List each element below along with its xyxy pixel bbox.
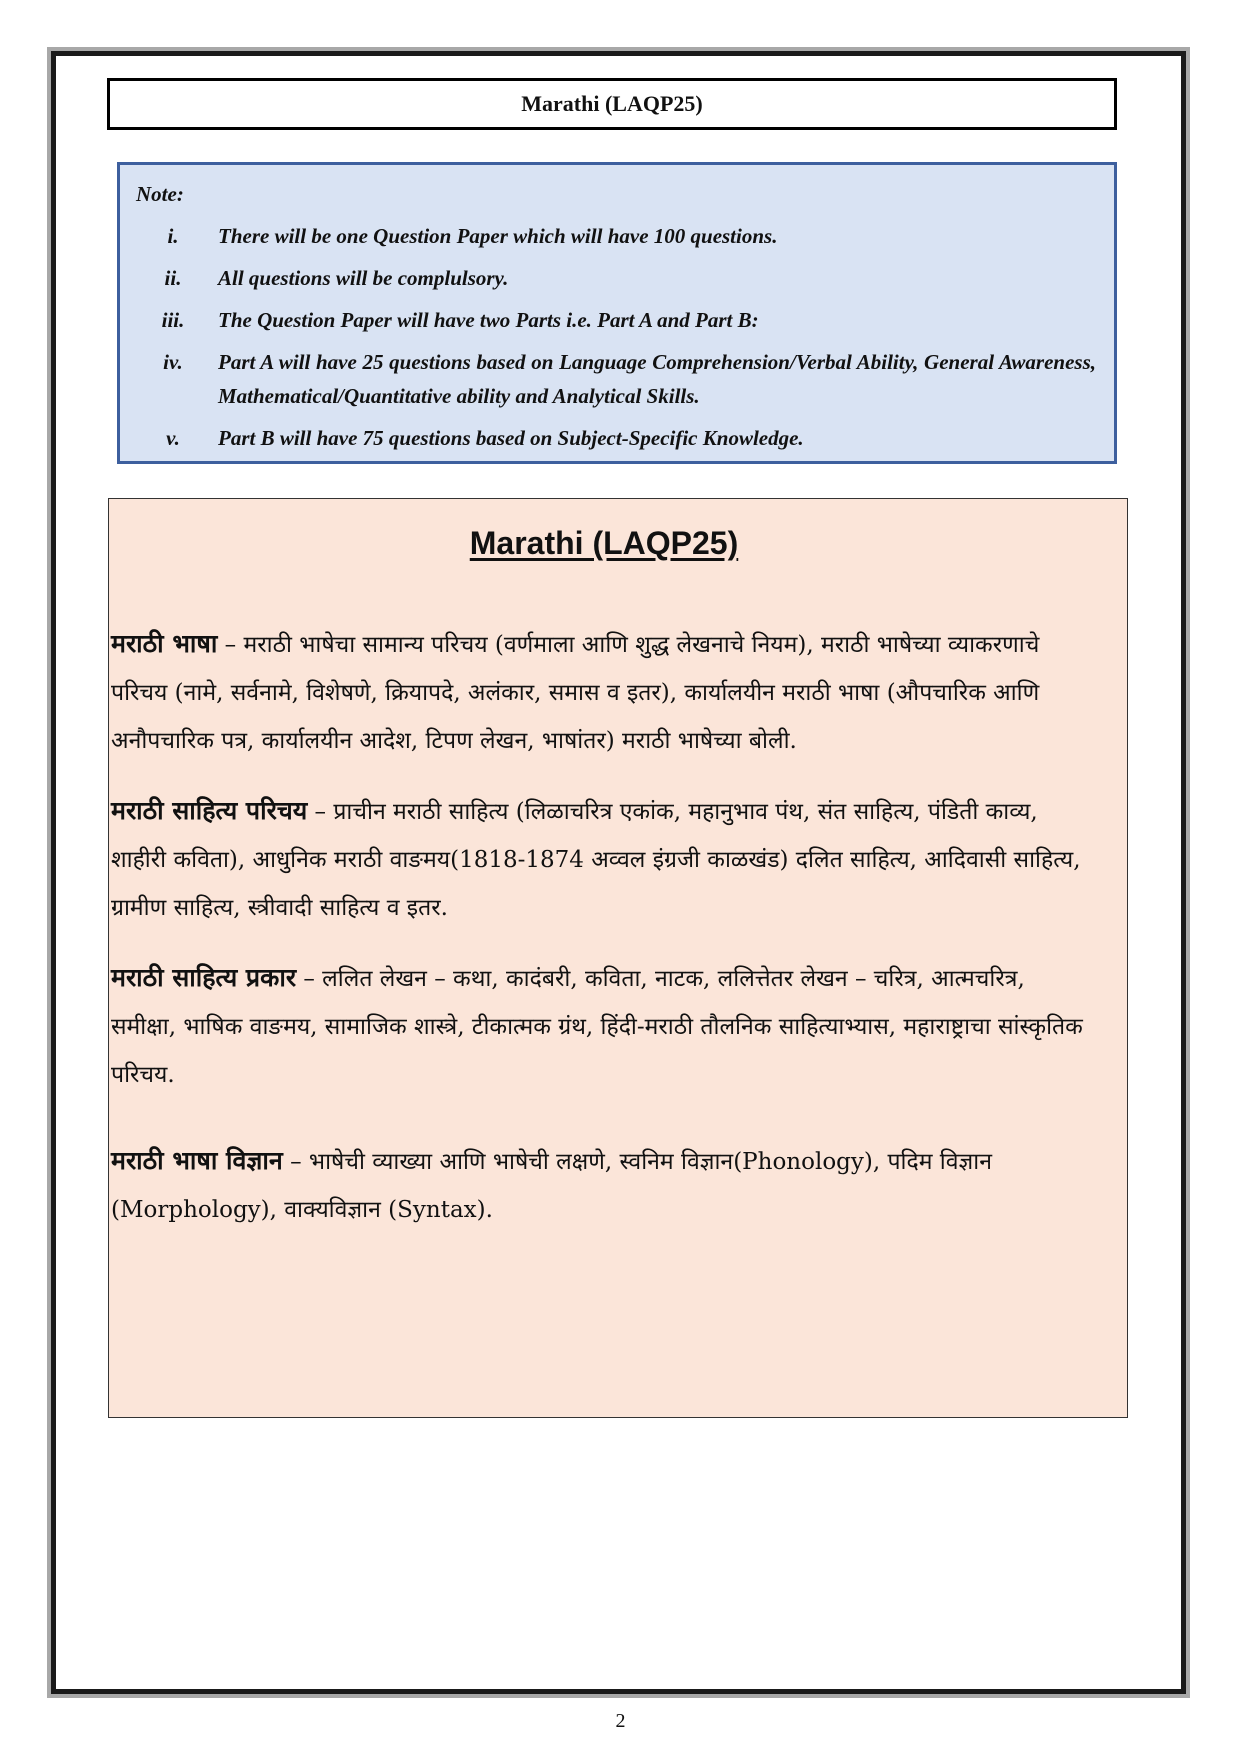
section-text: – प्राचीन मराठी साहित्य (लिळाचरित्र एकांक, महानुभाव पंथ, संत साहित्य, पंडिती काव्य, शाहीरी कविता), आधुनिक मराठी वाङमय(1818-1874 अव्वल इंग्रजी काळखंड) दलित साहित्य, आदिवासी साहित्य, ग्रामीण साहित्य, स्त्रीवादी साहित्य व इतर. — [111, 799, 1081, 921]
note-item-number: ii. — [164, 266, 182, 290]
note-title: Note: — [136, 182, 184, 206]
section-heading: मराठी भाषा — [111, 629, 218, 658]
note-item — [136, 303, 1096, 337]
section-text: – मराठी भाषेचा सामान्य परिचय (वर्णमाला आणि शुद्ध लेखनाचे नियम), मराठी भाषेच्या व्याकरणाचे परिचय (नामे, सर्वनामे, विशेषणे, क्रियापदे, अलंकार, समास व इतर), कार्यालयीन मराठी भाषा (औपचारिक आणि अनौपचारिक पत्र, कार्यालयीन आदेश, टिपण लेखन, भाषांतर) मराठी भाषेच्या बोली. — [111, 632, 1040, 754]
syllabus-section — [111, 787, 1097, 932]
note-item-number: iii. — [161, 308, 185, 332]
note-item-text: The Question Paper will have two Parts i.e. Part A and Part B: — [218, 308, 759, 332]
header-title-box — [107, 78, 1117, 130]
section-heading: मराठी भाषा विज्ञान — [111, 1146, 283, 1175]
note-item — [136, 421, 1096, 455]
note-item-number: iv. — [163, 350, 183, 374]
section-heading: मराठी साहित्य प्रकार — [111, 963, 297, 992]
section-text: – ललित लेखन – कथा, कादंबरी, कविता, नाटक, ललित्तेतर लेखन – चरित्र, आत्मचरित्र, समीक्षा, भाषिक वाङमय, सामाजिक शास्त्रे, टीकात्मक ग्रंथ, हिंदी-मराठी तौलनिक साहित्याभ्यास, महाराष्ट्राचा सांस्कृतिक परिचय. — [111, 966, 1083, 1088]
note-item-text: Part A will have 25 questions based on Language Comprehension/Verbal Ability, General Awareness, Mathematical/Quantitative ability and Analytical Skills. — [218, 350, 1096, 408]
syllabus-section — [111, 954, 1097, 1099]
syllabus-title: Marathi (LAQP25) — [469, 525, 739, 561]
note-item — [136, 261, 1096, 295]
page-number: 2 — [615, 1710, 626, 1732]
note-item — [136, 219, 1096, 253]
header-title: Marathi (LAQP25) — [521, 91, 703, 116]
note-box — [117, 162, 1117, 464]
note-item-text: All questions will be complulsory. — [218, 266, 509, 290]
note-item-text: Part B will have 75 questions based on Subject-Specific Knowledge. — [218, 426, 804, 450]
section-text: – भाषेची व्याख्या आणि भाषेची लक्षणे, स्वनिम विज्ञान(Phonology), पदिम विज्ञान (Morphology), वाक्यविज्ञान (Syntax). — [111, 1149, 992, 1223]
note-item-number: i. — [167, 224, 179, 248]
note-item-text: There will be one Question Paper which will have 100 questions. — [218, 224, 778, 248]
syllabus-section — [111, 620, 1097, 765]
note-item-number: v. — [166, 426, 180, 450]
syllabus-section — [111, 1137, 1097, 1234]
syllabus-content-box — [108, 498, 1128, 1418]
section-heading: मराठी साहित्य परिचय — [111, 796, 308, 825]
note-item — [136, 345, 1096, 413]
